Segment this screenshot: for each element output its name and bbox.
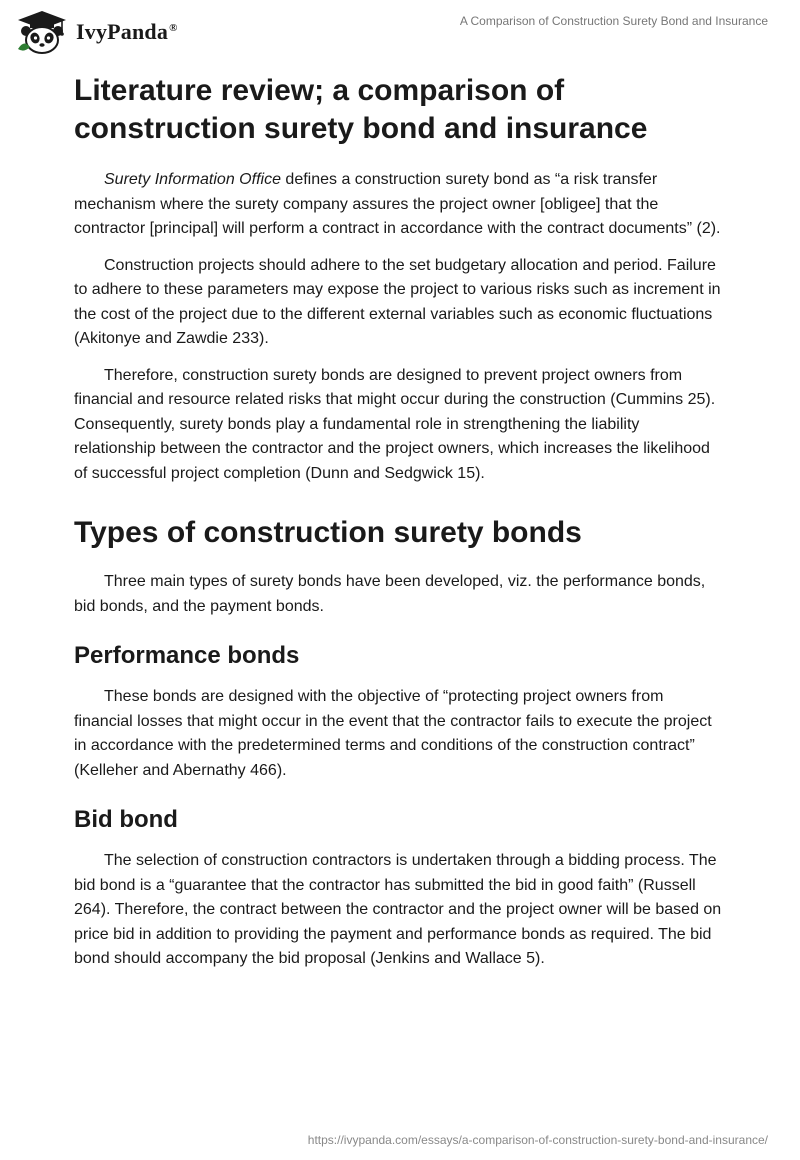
document-title: A Comparison of Construction Surety Bond and Insurance: [459, 14, 768, 28]
essay-content: [74, 72, 724, 984]
page-header: [0, 0, 800, 60]
intro-paragraph-2: Construction projects should adhere to the set budgetary allocation and period. Failure to adhere to these parameters may expose the project to various risks such as increment in the cost of the project due to the different external variables such as economic fluctuations (Akitonye and Zawdie 233).: [74, 256, 721, 347]
logo-wordmark: IvyPanda®: [76, 19, 178, 44]
source-name: Surety Information Office: [104, 171, 281, 188]
types-paragraph: Three main types of surety bonds have been developed, viz. the performance bonds, bid bonds, and the payment bonds.: [74, 573, 706, 615]
subheading-bid-bond: Bid bond: [74, 806, 178, 833]
page-title: Literature review; a comparison of construction surety bond and insurance: [74, 74, 648, 145]
intro-paragraph-1: [74, 168, 724, 242]
intro-paragraph-1-text: defines a construction surety bond as “a risk transfer mechanism where the surety company assures the project owner [obligee] that the contractor [principal] will perform a contract in accordance with the contract documents” (2).: [74, 171, 721, 237]
performance-paragraph: These bonds are designed with the objective of “protecting project owners from financial losses that might occur in the event that the contractor fails to execute the project in accordance with the predetermined terms and conditions of the construction contract” (Kelleher and Abernathy 466).: [74, 688, 712, 779]
panda-logo-icon: [14, 9, 70, 55]
subheading-performance-bonds: Performance bonds: [74, 642, 300, 669]
intro-paragraph-3: Therefore, construction surety bonds are designed to prevent project owners from financial and resource related risks that might occur during the construction (Cummins 25). Consequently, surety bonds play a fundamental role in strengthening the liability relationship between the contractor and the project owners, which increases the likelihood of successful project completion (Dunn and Sedgwick 15).: [74, 366, 716, 482]
bid-paragraph: The selection of construction contractors is undertaken through a bidding process. The bid bond is a “guarantee that the contractor has submitted the bid in good faith” (Russell 264). Therefore, the contract between the contractor and the project owner will be based on price bid in addition to providing the payment and performance bonds as required. The bid bond should accompany the bid proposal (Jenkins and Wallace 5).: [74, 852, 722, 967]
site-logo[interactable]: [14, 8, 178, 56]
section-heading-types: Types of construction surety bonds: [74, 516, 582, 549]
footer-url-link[interactable]: https://ivypanda.com/essays/a-comparison-of-construction-surety-bond-and-insurance/: [307, 1133, 768, 1147]
